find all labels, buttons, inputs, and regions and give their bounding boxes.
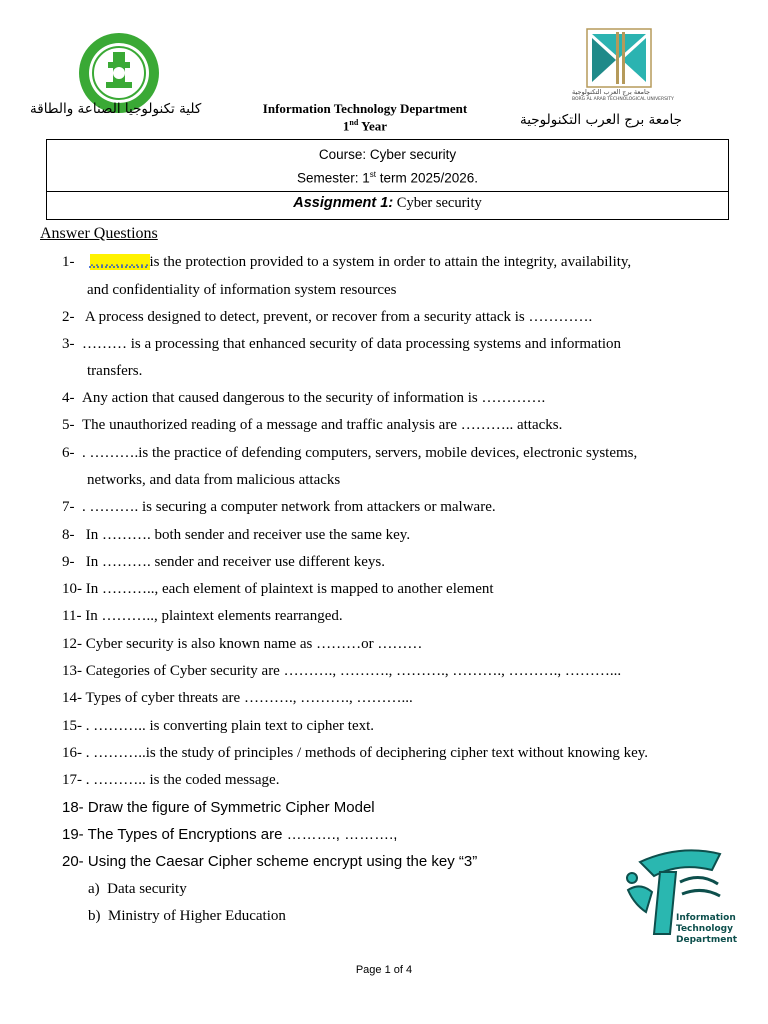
university-logo-caption-arabic: جامعة برج العرب التكنولوجية [572, 88, 650, 96]
question-12 [62, 636, 422, 653]
question-text: Draw the figure of Symmetric Cipher Model [87, 799, 375, 816]
question-number: 6- [62, 445, 75, 461]
question-text: . ………..is the study of principles / methods of deciphering cipher text without knowing key. [85, 745, 649, 761]
question-8 [62, 527, 410, 544]
document-header [0, 0, 768, 140]
department-name: Information Technology Department [262, 101, 468, 116]
it-logo-line-3: Department [676, 935, 738, 945]
highlighted-blank: ………… [89, 254, 150, 270]
question-text: . ……….is the practice of defending computers, servers, mobile devices, electronic systems, [82, 445, 638, 461]
question-1 [62, 254, 631, 271]
question-18 [62, 799, 375, 816]
box-divider [47, 191, 728, 192]
it-logo-line-2: Technology [676, 924, 733, 934]
question-text: In ……….., each element of plaintext is mapped to another element [85, 581, 494, 597]
question-continuation: networks, and data from malicious attacks [87, 472, 341, 488]
question-17 [62, 772, 279, 789]
question-text: In ………. sender and receiver use different keys. [82, 554, 385, 570]
university-logo-icon [586, 28, 652, 88]
question-3 [62, 336, 621, 353]
it-department-logo-icon [620, 842, 738, 954]
section-heading: Answer Questions [40, 225, 158, 242]
question-20 [62, 853, 477, 870]
question-number: 8- [62, 527, 75, 543]
university-name-arabic: جامعة برج العرب التكنولوجية [520, 112, 682, 128]
university-logo-caption-english: BORG AL ARAB TECHNOLOGICAL UNIVERSITY [572, 97, 674, 102]
question-4 [62, 390, 545, 407]
question-13 [62, 663, 621, 680]
college-name-arabic: كلية تكنولوجيا الصناعة والطاقة [30, 101, 202, 117]
question-text: In ……….., plaintext elements rearranged. [85, 608, 343, 624]
course-line: Course: Cyber security [318, 147, 457, 162]
it-logo-line-1: Information [676, 913, 736, 923]
question-number: 13- [62, 663, 82, 679]
question-15 [62, 718, 374, 735]
department-title [240, 102, 490, 133]
year-line: 1nd Year [342, 118, 388, 134]
question-continuation: and confidentiality of information system resources [87, 282, 397, 298]
question-number: 7- [62, 499, 75, 515]
question-text: The Types of Encryptions are ………., ………., [87, 826, 398, 843]
question-text: Cyber security is also known name as ………or ……… [85, 636, 423, 652]
question-text: Using the Caesar Cipher scheme encrypt using the key “3” [87, 853, 478, 870]
question-number: 10- [62, 581, 82, 597]
question-text: Types of cyber threats are ………., ………., ………... [85, 690, 413, 706]
question-number: 5- [62, 417, 75, 433]
question-number: 14- [62, 690, 82, 706]
question-text: Categories of Cyber security are ………., ………., ………., ………., ………., ………... [85, 663, 622, 679]
question-text: . ……….. is the coded message. [85, 772, 280, 788]
question-number: 4- [62, 390, 75, 406]
question-number: 18- [62, 799, 84, 816]
question-text: is the protection provided to a system in order to attain the integrity, availability, [149, 254, 632, 270]
question-text: In ………. both sender and receiver use the same key. [82, 527, 411, 543]
question-number: 19- [62, 826, 84, 843]
question-number: 16- [62, 745, 82, 761]
sub-item-1 [88, 881, 187, 898]
question-number: 17- [62, 772, 82, 788]
semester-line: Semester: 1st term 2025/2026. [296, 170, 479, 186]
sub-item-2 [88, 908, 286, 925]
sub-item-text: Ministry of Higher Education [108, 908, 286, 924]
question-text: . ………. is securing a computer network from attackers or malware. [82, 499, 496, 515]
question-number: 11- [62, 608, 82, 624]
course-info-box [46, 139, 729, 220]
question-number: 12- [62, 636, 82, 652]
assignment-line: Assignment 1: Cyber security [293, 195, 482, 211]
question-2 [62, 309, 592, 326]
question-14 [62, 690, 413, 707]
page-footer: Page 1 of 4 [355, 964, 413, 976]
question-text: Any action that caused dangerous to the security of information is …………. [82, 390, 546, 406]
question-text: . ……….. is converting plain text to cipher text. [85, 718, 375, 734]
question-16 [62, 745, 648, 762]
question-number: 15- [62, 718, 82, 734]
question-7 [62, 499, 496, 516]
question-text: The unauthorized reading of a message and traffic analysis are ……….. attacks. [82, 417, 563, 433]
question-10 [62, 581, 494, 598]
sub-item-label: b) [88, 908, 101, 924]
question-number: 1- [62, 254, 75, 270]
question-text: A process designed to detect, prevent, or recover from a security attack is …………. [82, 309, 593, 325]
question-number: 20- [62, 853, 84, 870]
question-number: 2- [62, 309, 75, 325]
question-continuation: transfers. [87, 363, 143, 379]
question-text: ……… is a processing that enhanced security of data processing systems and information [82, 336, 622, 352]
question-6 [62, 445, 637, 462]
question-5 [62, 417, 562, 434]
question-11 [62, 608, 343, 625]
sub-item-label: a) [88, 881, 100, 897]
question-number: 9- [62, 554, 75, 570]
question-number: 3- [62, 336, 75, 352]
question-9 [62, 554, 385, 571]
sub-item-text: Data security [107, 881, 187, 897]
question-19 [62, 826, 397, 843]
